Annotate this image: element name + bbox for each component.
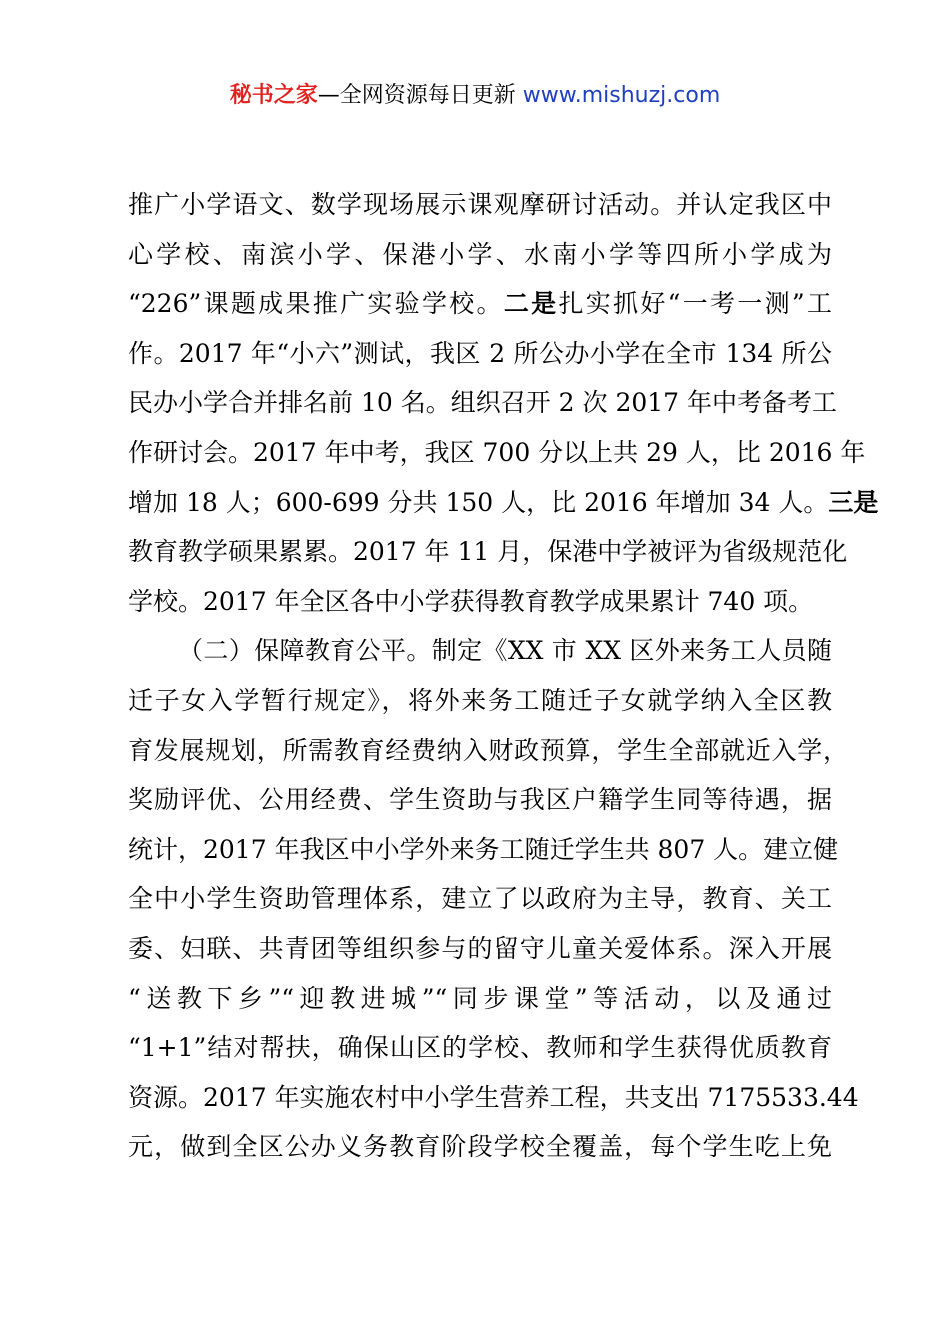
text-line: “226”课题成果推广实验学校。二是扎实抓好“一考一测”工 <box>128 289 833 319</box>
bold-marker: 三是 <box>828 487 879 517</box>
text-line: 委、妇联、共青团等组织参与的留守儿童关爱体系。深入开展 <box>128 933 832 963</box>
paragraph-start-line: （二）保障教育公平。制定《XX 市 XX 区外来务工人员随 <box>178 636 832 666</box>
site-brand: 秘书之家 <box>229 83 318 108</box>
text-line: 学校。2017 年全区各中小学获得教育教学成果累计 740 项。 <box>128 586 814 616</box>
text-line: 资源。2017 年实施农村中小学生营养工程，共支出 7175533.44 <box>128 1082 859 1112</box>
text-line: 增加 18 人；600-699 分共 150 人，比 2016 年增加 34 人。三是 <box>128 487 879 517</box>
site-header <box>0 80 950 112</box>
text-line: “送教下乡”“迎教进城”“同步课堂”等活动，以及通过 <box>128 983 832 1013</box>
text-line: 心学校、南滨小学、保港小学、水南小学等四所小学成为 <box>128 239 832 269</box>
document-body <box>128 180 879 1172</box>
text-line: 统计，2017 年我区中小学外来务工随迁学生共 807 人。建立健 <box>128 834 839 864</box>
bold-marker: 二是 <box>503 289 559 319</box>
text-line: “1+1”结对帮扶，确保山区的学校、教师和学生获得优质教育 <box>128 1033 832 1063</box>
text-line: 奖励评优、公用经费、学生资助与我区户籍学生同等待遇，据 <box>128 785 832 815</box>
site-url-link[interactable]: www.mishuzj.com <box>522 83 721 108</box>
text-line: 育发展规划，所需教育经费纳入财政预算，学生全部就近入学， <box>128 735 848 765</box>
text-line: 民办小学合并排名前 10 名。组织召开 2 次 2017 年中考备考工 <box>128 388 838 418</box>
text-line: 作。2017 年“小六”测试，我区 2 所公办小学在全市 134 所公 <box>128 338 832 368</box>
site-tagline: —全网资源每日更新 <box>317 83 516 108</box>
text-line: 元，做到全区公办义务教育阶段学校全覆盖，每个学生吃上免 <box>128 1132 832 1162</box>
text-line: 推广小学语文、数学现场展示课观摩研讨活动。并认定我区中 <box>128 190 832 219</box>
text-line: 作研讨会。2017 年中考，我区 700 分以上共 29 人，比 2016 年 <box>128 437 866 467</box>
text-line: 教育教学硕果累累。2017 年 11 月，保港中学被评为省级规范化 <box>128 537 848 567</box>
text-line: 全中小学生资助管理体系，建立了以政府为主导，教育、关工 <box>128 884 832 914</box>
text-line: 迁子女入学暂行规定》，将外来务工随迁子女就学纳入全区教 <box>128 685 832 715</box>
